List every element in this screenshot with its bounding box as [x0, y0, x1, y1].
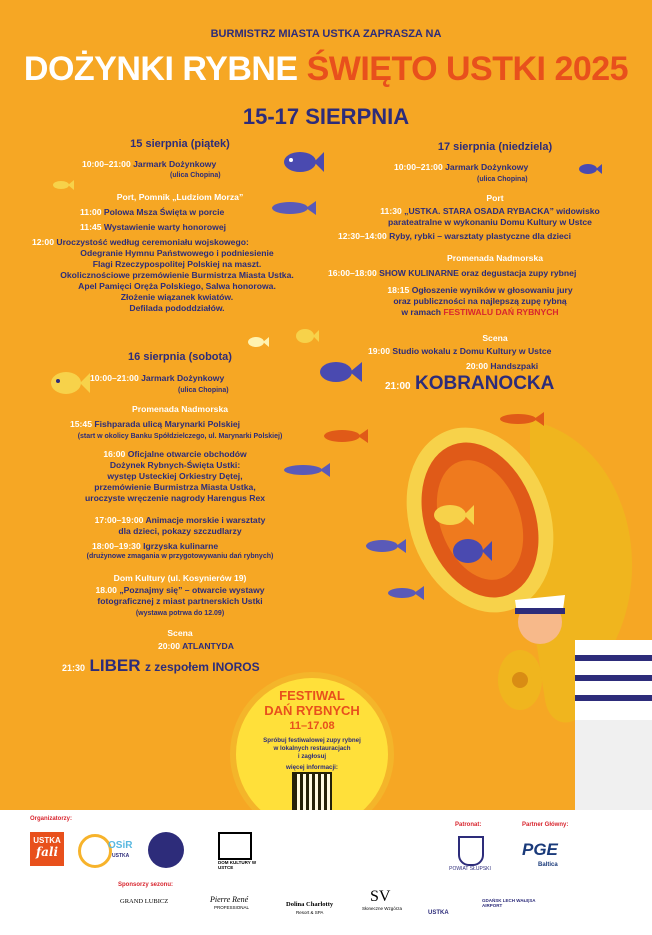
event-title: Jarmark Dożynkowy: [141, 373, 225, 383]
day17-event-4: [328, 268, 576, 279]
day16-place-1: Promenada Nadmorska: [132, 404, 228, 414]
event-time: 18:15: [387, 285, 410, 295]
day17-stage: Scena: [482, 333, 508, 343]
pge-logo: [522, 840, 558, 860]
title-part-b: ŚWIĘTO USTKI 2025: [306, 50, 629, 88]
sponsor-sv: SV: [370, 888, 391, 905]
event-time: 18.00: [95, 585, 117, 595]
dom-kultury-logo-text: DOM KULTURY W USTCE: [218, 860, 257, 870]
fish-icon: [318, 360, 362, 384]
fish-icon: [247, 336, 269, 348]
event-line: dla dzieci, pokazy szczudlarzy: [118, 526, 242, 536]
ustka-fali-logo: [30, 832, 64, 866]
day17-event-1-sub: (ulica Chopina): [477, 176, 528, 183]
headliner: KOBRANOCKA: [415, 373, 555, 394]
dom-kultury-logo: [218, 832, 252, 860]
festival-desc-3: i zagłosuj: [297, 753, 327, 760]
day16-event-4: [40, 515, 320, 537]
event-time: 12:30–14:00: [338, 231, 387, 241]
osir-logo-text: OSiR: [108, 840, 133, 851]
event-line: uroczyste wręczenie nagrody Harengus Rex: [84, 493, 266, 503]
day15-event-4: [32, 237, 322, 314]
event-time: 10:00–21:00: [90, 373, 139, 383]
osir-logo: [78, 834, 112, 868]
event-title: Igrzyska kulinarne: [143, 541, 219, 551]
event-time: 21:00: [385, 381, 411, 392]
event-title: Ryby, rybki – warsztaty plastyczne dla dzieci: [389, 231, 571, 241]
event-line: w ramach: [401, 307, 442, 317]
day17-event-3: [338, 231, 571, 242]
event-time: 20:00: [466, 361, 488, 371]
event-time: 10:00–21:00: [82, 159, 131, 169]
invite-line: BURMISTRZ MIASTA USTKA ZAPRASZA NA: [210, 28, 442, 40]
event-title: Fishparada ulicą Marynarki Polskiej: [94, 419, 241, 429]
day15-event-2: [80, 207, 224, 218]
fish-icon: [432, 503, 474, 527]
event-time: 11:45: [80, 222, 102, 232]
day16-event-2: [70, 419, 240, 430]
festival-badge: [236, 678, 388, 810]
sponsor-grand-lubicz: GRAND LUBICZ: [120, 898, 169, 905]
event-line: Odegranie Hymnu Państwowego i podniesienie: [80, 248, 274, 258]
day17-event-1: [394, 162, 528, 173]
event-time: 11:30: [380, 206, 402, 216]
sponsor-pierre-rene-sub: PROFESSIONAL: [214, 905, 250, 910]
event-time: 20:00: [158, 641, 180, 651]
event-title: ATLANTYDA: [182, 641, 234, 651]
tuba-illustration: [380, 400, 652, 810]
festival-dates: 11–17.08: [289, 720, 335, 732]
event-time: 17:00–19:00: [94, 515, 144, 525]
day16-event-3: [30, 449, 320, 504]
festival-title-1: FESTIWAL: [279, 688, 345, 703]
fish-icon: [452, 537, 492, 565]
sponsor-pierre-rene: Pierre René: [210, 895, 249, 904]
event-line: Flagi Rzeczypospolitej Polskiej na maszt.: [92, 259, 262, 269]
event-line: Apel Pamięci Oręża Polskiego, Salwa honorowa.: [78, 281, 276, 291]
event-line: Złożenie wiązanek kwiatów.: [120, 292, 234, 302]
powiat-crest-icon: [458, 836, 484, 866]
day15-event-1-sub: (ulica Chopina): [170, 172, 221, 179]
day15-event-3: [80, 222, 226, 233]
osir-logo-sub: USTKA: [112, 853, 130, 859]
headliner-sub: z zespołem INOROS: [144, 660, 260, 674]
event-time: 11:00: [80, 207, 102, 217]
day16-event-1: [90, 373, 224, 384]
day16-event-5: [92, 541, 218, 552]
event-title: Jarmark Dożynkowy: [133, 159, 217, 169]
event-title: Studio wokalu z Domu Kultury w Ustce: [392, 346, 552, 356]
day16-event-7: [158, 641, 234, 652]
fish-icon: [498, 412, 544, 426]
festival-more: więcej informacji:: [286, 764, 338, 771]
qr-code[interactable]: [294, 774, 330, 810]
event-line: Okolicznościowe przemówienie Burmistrza Miasta Ustka.: [60, 270, 294, 280]
festival-title-2: DAŃ RYBNYCH: [264, 703, 360, 718]
sponsor-sv-sub: Słoneczne Wzgórza: [362, 906, 403, 911]
day16-heading-text: 16 sierpnia (sobota): [128, 351, 232, 363]
day16-event-6-sub: (wystawa potrwa do 12.09): [135, 610, 225, 617]
page-title: [0, 50, 652, 89]
event-line: Animacje morskie i warsztaty: [145, 515, 266, 525]
anchor-crest-icon: [148, 832, 184, 868]
pge-text: PGE: [522, 840, 558, 859]
day16-heading: [60, 351, 300, 363]
fish-icon: [578, 163, 602, 175]
festival-desc-2: w lokalnych restauracjach: [273, 745, 351, 752]
fish-icon: [50, 370, 90, 396]
event-time: 12:00: [32, 237, 54, 247]
day16-event-8: [62, 656, 260, 676]
fish-icon: [386, 586, 424, 600]
event-time: 18:00–19:30: [92, 541, 141, 551]
event-line: Uroczystość według ceremoniału wojskowego:: [56, 237, 249, 247]
partner-label: Partner Główny:: [522, 822, 569, 828]
headliner: LIBER: [89, 656, 141, 675]
fish-icon: [295, 328, 319, 344]
day16-event-6: [40, 585, 320, 607]
event-line: Dożynek Rybnych-Święta Ustki:: [109, 460, 241, 470]
organizers-label: Organizatorzy:: [30, 816, 73, 822]
day15-heading: [60, 138, 300, 150]
day16-event-2-sub: (start w okolicy Banku Spółdzielczego, ul. Marynarki Polskiej): [77, 433, 283, 440]
event-title: Handszpaki: [490, 361, 539, 371]
event-line: Defilada pododdziałów.: [129, 303, 225, 313]
event-title: Jarmark Dożynkowy: [445, 162, 529, 172]
day16-event-5-sub: (drużynowe zmagania w przygotowywaniu dań rybnych): [86, 553, 274, 560]
day17-event-2: [340, 206, 640, 228]
day17-place-2: Promenada Nadmorska: [447, 253, 543, 263]
event-line: Oficjalne otwarcie obchodów: [127, 449, 247, 459]
patron-label: Patronat:: [455, 822, 482, 828]
day15-event-1: [82, 159, 322, 170]
day17-event-5: [350, 285, 610, 318]
fish-icon: [52, 180, 74, 190]
event-line: Ogłoszenie wyników w głosowaniu jury: [411, 285, 573, 295]
day17-heading-text: 17 sierpnia (niedziela): [437, 141, 553, 153]
event-line: występ Usteckiej Orkiestry Dętej,: [107, 471, 243, 481]
festival-red-label: FESTIWALU DAŃ RYBNYCH: [443, 307, 559, 317]
event-line: fotograficznej z miast partnerskich Ustki: [97, 596, 263, 606]
day16-event-1-sub: (ulica Chopina): [178, 387, 229, 394]
fish-icon: [364, 538, 406, 554]
title-part-a: DOŻYNKI RYBNE: [23, 50, 298, 88]
event-dates: 15-17 SIERPNIA: [242, 104, 410, 129]
event-title: Polowa Msza Święta w porcie: [103, 207, 225, 217]
event-line: oraz publiczności na najlepszą zupę rybną: [393, 296, 567, 306]
day17-heading: [380, 141, 610, 153]
event-time: 21:30: [62, 663, 86, 673]
sponsor-dolina-charlotty: Dolina Charlotty: [286, 901, 334, 908]
event-line: parateatralne w wykonaniu Domu Kultury w Ustce: [388, 217, 592, 227]
event-title: Wystawienie warty honorowej: [103, 222, 226, 232]
day17-place-1: Port: [486, 193, 504, 203]
day17-event-7: [466, 361, 538, 372]
day15-heading-text: 15 sierpnia (piątek): [130, 138, 230, 150]
event-line: „USTKA. STARA OSADA RYBACKA” widowisko: [404, 206, 600, 216]
logo-text: fali: [35, 845, 59, 859]
sponsors-footer: [0, 810, 652, 935]
logo-text: USTKA: [33, 836, 61, 845]
pge-sub: Baltica: [538, 862, 558, 868]
sponsor-airport: GDAŃSK LECH WAŁĘSA AIRPORT: [482, 898, 536, 908]
powiat-name: POWIAT SŁUPSKI: [449, 866, 491, 872]
festival-desc-1: Spróbuj festiwalowej zupy rybnej: [263, 737, 361, 744]
day17-event-6: [368, 346, 551, 357]
event-time: 16:00: [103, 449, 126, 459]
event-time: 19:00: [368, 346, 390, 356]
event-line: „Poznajmy się” – otwarcie wystawy: [119, 585, 265, 595]
day15-place: Port, Pomnik „Ludziom Morza”: [116, 192, 244, 202]
day16-place-2: Dom Kultury (ul. Kosynierów 19): [113, 573, 247, 583]
day17-event-8: [385, 373, 554, 395]
sponsor-port-ustka: USTKA: [428, 910, 449, 916]
event-time: 10:00–21:00: [394, 162, 443, 172]
sponsor-dolina-charlotty-sub: Resort & SPA: [296, 910, 324, 915]
event-line: przemówienie Burmistrza Miasta Ustka,: [94, 482, 256, 492]
event-time: 15:45: [70, 419, 92, 429]
day16-stage: Scena: [167, 628, 193, 638]
sponsors-label: Sponsorzy sezonu:: [118, 882, 174, 888]
event-time: 16:00–18:00: [328, 268, 377, 278]
event-title: SHOW KULINARNE oraz degustacja zupy rybnej: [379, 268, 577, 278]
